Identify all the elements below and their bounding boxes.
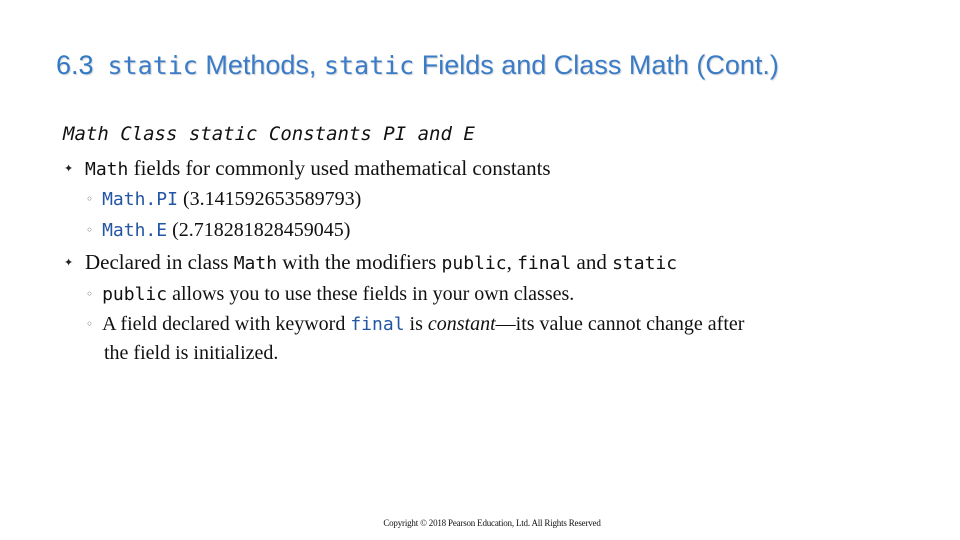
code-text: Math [233, 253, 278, 274]
slide-title [56, 50, 779, 81]
code-text: Math.E [102, 220, 168, 241]
subheading: Math Class static Constants PI and E [63, 123, 475, 145]
sub-bullet-item [86, 188, 361, 211]
bullet-text: with the modifiers [277, 250, 442, 274]
code-text: Math.PI [102, 189, 178, 210]
sub-bullet-text: allows you to use these fields in your own classes. [167, 283, 575, 305]
sub-bullet-item [86, 219, 350, 242]
code-text: static [612, 253, 678, 274]
circle-bullet-icon: ◦ [86, 192, 94, 206]
title-text: Methods, [197, 50, 324, 80]
bullet-text: , [506, 250, 518, 274]
sub-bullet-text: is [404, 313, 428, 335]
title-text: (Cont.) [688, 50, 779, 80]
section-number: 6.3 [56, 50, 94, 80]
circle-bullet-icon: ◦ [86, 287, 94, 301]
bullet-item [64, 250, 677, 275]
sub-bullet-item [86, 313, 744, 336]
bullet-text: Declared in class [85, 250, 234, 274]
sub-bullet-text: (3.141592653589793) [177, 188, 362, 210]
bullet-text: fields for commonly used mathematical constants [128, 156, 551, 180]
copyright-footer: Copyright © 2018 Pearson Education, Ltd. All Rights Reserved [383, 518, 601, 528]
circle-bullet-icon: ◦ [86, 317, 94, 331]
code-text: public [441, 253, 507, 274]
emphasis-text: constant [427, 313, 496, 335]
sub-bullet-text: —its value cannot change after [495, 313, 745, 335]
title-keyword-static: static [107, 51, 198, 80]
bullet-icon: ✦ [64, 162, 74, 175]
code-text: Math [85, 159, 129, 180]
bullet-item [64, 156, 551, 181]
sub-bullet-text: A field declared with keyword [102, 313, 351, 335]
circle-bullet-icon: ◦ [86, 223, 94, 237]
sub-bullet-item [86, 283, 574, 306]
code-text: final [517, 253, 572, 274]
code-text: final [350, 314, 405, 335]
title-class-name: Math [628, 50, 689, 80]
code-text: public [102, 284, 168, 305]
bullet-icon: ✦ [64, 256, 74, 269]
sub-bullet-continuation: the field is initialized. [104, 342, 279, 364]
sub-bullet-text: (2.718281828459045) [167, 219, 351, 241]
title-keyword-static: static [323, 51, 415, 80]
bullet-text: and [571, 250, 613, 274]
title-text: Fields and Class [414, 50, 629, 80]
